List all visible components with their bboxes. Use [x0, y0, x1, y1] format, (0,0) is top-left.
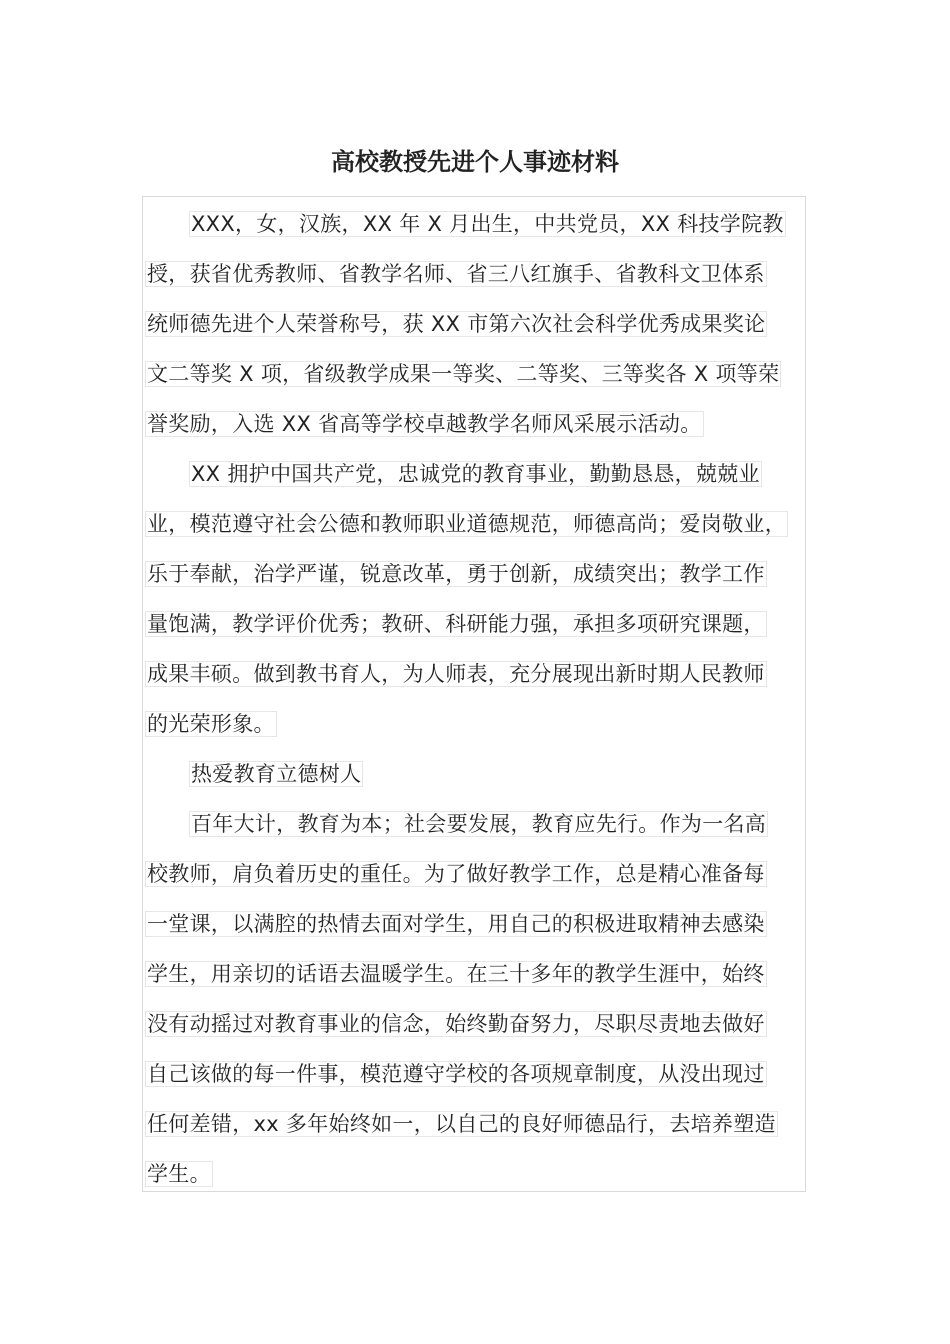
text-line: 统师德先进个人荣誉称号，获 XX 市第六次社会科学优秀成果奖论	[147, 312, 766, 336]
text-line: 业，模范遵守社会公德和教师职业道德规范，师德高尚；爱岗敬业，	[147, 512, 786, 536]
text-line: 学生，用亲切的话语去温暖学生。在三十多年的教学生涯中，始终	[147, 962, 765, 986]
text-line: 任何差错，xx 多年始终如一，以自己的良好师德品行，去培养塑造	[147, 1112, 776, 1136]
text-line: 自己该做的每一件事，模范遵守学校的各项规章制度，从没出现过	[147, 1062, 765, 1086]
text-line: 量饱满，教学评价优秀；教研、科研能力强，承担多项研究课题，	[147, 612, 765, 636]
text-line: 成果丰硕。做到教书育人，为人师表，充分展现出新时期人民教师	[147, 662, 765, 686]
text-line: 文二等奖 X 项，省级教学成果一等奖、二等奖、三等奖各 X 项等荣	[147, 362, 780, 386]
text-line: 的光荣形象。	[147, 712, 275, 736]
text-line: 没有动摇过对教育事业的信念，始终勤奋努力，尽职尽责地去做好	[147, 1012, 765, 1036]
text-line: XXX，女，汉族，XX 年 X 月出生，中共党员，XX 科技学院教	[191, 212, 784, 236]
text-line: 授，获省优秀教师、省教学名师、省三八红旗手、省教科文卫体系	[147, 262, 765, 286]
text-line: 乐于奉献，治学严谨，锐意改革，勇于创新，成绩突出；教学工作	[147, 562, 765, 586]
text-line: 学生。	[147, 1162, 211, 1186]
document-title: 高校教授先进个人事迹材料	[331, 148, 619, 176]
section-heading: 热爱教育立德树人	[191, 762, 362, 786]
text-line: 百年大计，教育为本；社会要发展，教育应先行。作为一名高	[191, 812, 767, 836]
document-body	[145, 200, 805, 1200]
text-line: 一堂课，以满腔的热情去面对学生，用自己的积极进取精神去感染	[147, 912, 765, 936]
text-line: 校教师，肩负着历史的重任。为了做好教学工作，总是精心准备每	[147, 862, 765, 886]
text-line: 誉奖励，入选 XX 省高等学校卓越教学名师风采展示活动。	[147, 412, 702, 436]
text-line: XX 拥护中国共产党，忠诚党的教育事业，勤勤恳恳，兢兢业	[191, 462, 760, 486]
